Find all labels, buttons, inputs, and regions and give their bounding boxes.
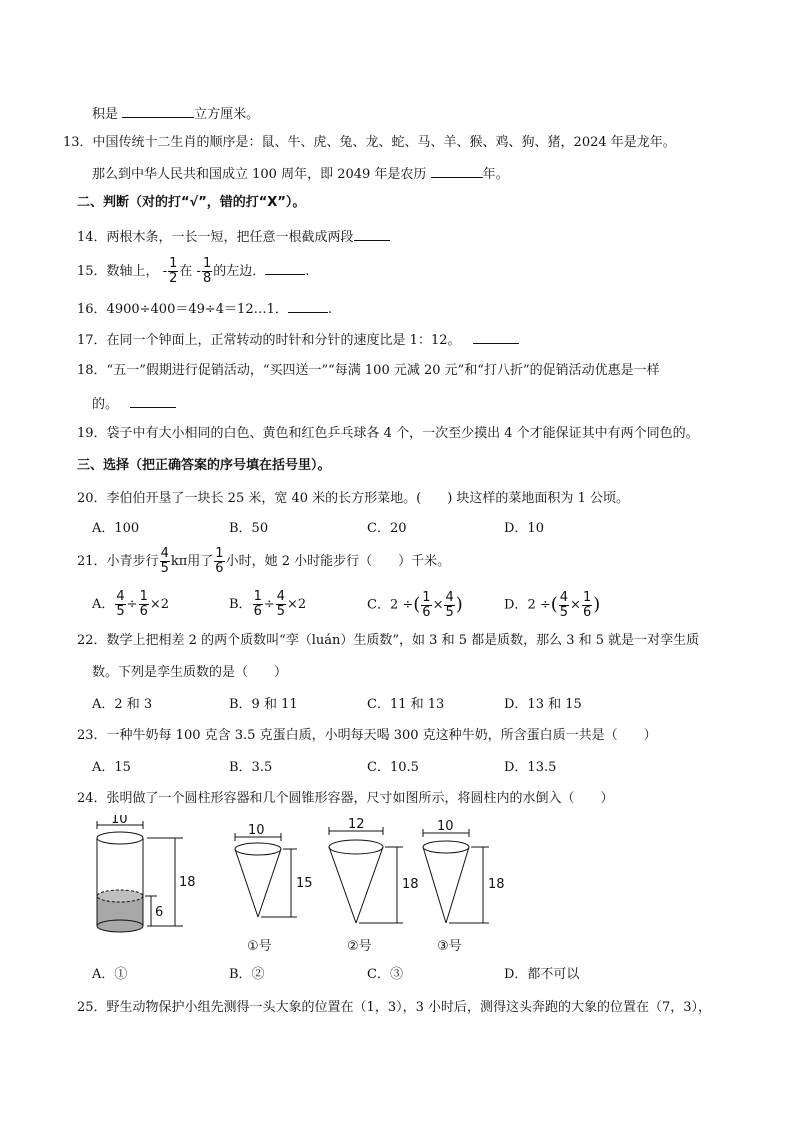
question-13-line2: 那么到中华人民共和国成立 100 周年，即 2049 年是农历 年。 <box>92 164 509 184</box>
option-b[interactable]: B．3.5 <box>229 760 273 775</box>
option-a[interactable]: A． $\frac{4}{5}$ ÷ $\frac{1}{6}$ ×2 <box>92 589 170 619</box>
cone-3-label: ③号 <box>437 939 462 954</box>
option-b[interactable]: B．② <box>229 967 265 982</box>
option-a[interactable]: A．100 <box>92 521 140 536</box>
answer-blank[interactable] <box>265 261 305 275</box>
option-d[interactable]: D．10 <box>504 521 544 536</box>
question-18: 18．“五一”假期进行促销活动，“买四送一”“每满 100 元减 20 元”和“打八折”的促销活动优惠是一样 <box>77 363 660 378</box>
option-d[interactable]: D．都不可以 <box>504 967 580 982</box>
question-22-line2: 数。下列是孪生质数的是（ ） <box>92 665 288 680</box>
answer-blank[interactable] <box>122 104 194 118</box>
question-17: 17．在同一个钟面上，正常转动的时针和分针的速度比是 1：12。 <box>77 330 519 350</box>
question-13: 13．中国传统十二生肖的顺序是：鼠、牛、虎、兔、龙、蛇、马、羊、猴、鸡、狗、猪，2024 年是龙年。 <box>63 135 676 150</box>
cone-1 <box>235 823 313 954</box>
question-24: 24．张明做了一个圆柱形容器和几个圆锥形容器，尺寸如图所示，将圆柱内的水倒入（ ） <box>77 791 614 806</box>
cone-2-label: ②号 <box>347 939 372 954</box>
svg-text:10: 10 <box>248 823 265 838</box>
answer-blank[interactable] <box>288 299 328 313</box>
cylinder-diameter: 10 <box>111 815 128 827</box>
option-d[interactable]: D．13 和 15 <box>504 697 582 712</box>
section-3-heading: 三、选择（把正确答案的序号填在括号里）。 <box>77 458 331 473</box>
svg-text:18: 18 <box>402 877 419 892</box>
water-height: 6 <box>155 905 164 920</box>
question-25: 25．野生动物保护小组先测得一头大象的位置在（1，3），3 小时后，测得这头奔跑的大象的位置在（7，3）， <box>77 1000 712 1015</box>
fraction: $\frac{1}{8}$ <box>202 256 212 286</box>
question-16: 16．4900÷400＝49÷4＝12…1． . <box>77 299 332 319</box>
option-a[interactable]: A．① <box>92 967 128 982</box>
fraction: $\frac{4}{5}$ <box>160 546 169 576</box>
option-c[interactable]: C．2 ÷( $\frac{1}{6}$ × $\frac{4}{5}$ ) <box>367 589 463 620</box>
svg-text:12: 12 <box>348 817 365 832</box>
option-b[interactable]: B． $\frac{1}{6}$ ÷ $\frac{4}{5}$ ×2 <box>229 589 307 619</box>
option-d[interactable]: D．2 ÷( $\frac{4}{5}$ × $\frac{1}{6}$ ) <box>504 589 601 620</box>
cone-3 <box>423 819 505 954</box>
question-20: 20．李伯伯开垦了一块长 25 米，宽 40 米的长方形菜地。( ) 块这样的菜地面积为 1 公顷。 <box>77 491 629 506</box>
cone-1-label: ①号 <box>247 939 272 954</box>
answer-blank[interactable] <box>431 164 483 178</box>
answer-blank[interactable] <box>130 394 176 408</box>
option-c[interactable]: C．11 和 13 <box>367 697 445 712</box>
q12-tail: 积是 立方厘米。 <box>92 104 259 124</box>
option-b[interactable]: B．50 <box>229 521 269 536</box>
fraction: $\frac{1}{2}$ <box>169 256 178 286</box>
option-b[interactable]: B．9 和 11 <box>229 697 298 712</box>
section-2-heading: 二、判断（对的打“√”，错的打“X”）。 <box>77 195 306 210</box>
question-18-line2: 的。 <box>92 394 176 414</box>
answer-blank[interactable] <box>354 227 390 241</box>
answer-blank[interactable] <box>473 330 519 344</box>
question-22: 22．数学上把相差 2 的两个质数叫“孪（luán）生质数”，如 3 和 5 都是质数，那么 3 和 5 就是一对孪生质 <box>77 633 700 648</box>
option-c[interactable]: C．20 <box>367 521 407 536</box>
question-23: 23．一种牛奶每 100 克含 3.5 克蛋白质，小明每天喝 300 克这种牛奶，所含蛋白质一共是（ ） <box>77 728 657 743</box>
cone-2 <box>329 817 419 954</box>
svg-text:18: 18 <box>488 877 505 892</box>
option-c[interactable]: C．③ <box>367 967 403 982</box>
svg-text:15: 15 <box>296 876 313 891</box>
question-19: 19．袋子中有大小相同的白色、黄色和红色乒乓球各 4 个，一次至少摸出 4 个才能保证其中有两个同色的。 <box>77 426 699 441</box>
option-a[interactable]: A．15 <box>92 760 131 775</box>
question-15: 15．数轴上， - $\frac{1}{2}$ 在 - $\frac{1}{8}$ 的左边． . <box>77 256 310 286</box>
option-c[interactable]: C．10.5 <box>367 760 419 775</box>
question-14: 14．两根木条，一长一短，把任意一根截成两段 <box>77 227 390 247</box>
svg-text:10: 10 <box>437 819 454 834</box>
fraction: $\frac{1}{6}$ <box>215 546 224 576</box>
question-21: 21．小青步行 $\frac{4}{5}$ kπ用了 $\frac{1}{6}$ 小时，她 2 小时能步行（ ）千米。 <box>77 546 451 576</box>
container-figure <box>85 815 525 960</box>
option-a[interactable]: A．2 和 3 <box>92 697 153 712</box>
cylinder-height: 18 <box>179 875 196 890</box>
option-d[interactable]: D．13.5 <box>504 760 557 775</box>
cylinder <box>97 815 196 932</box>
